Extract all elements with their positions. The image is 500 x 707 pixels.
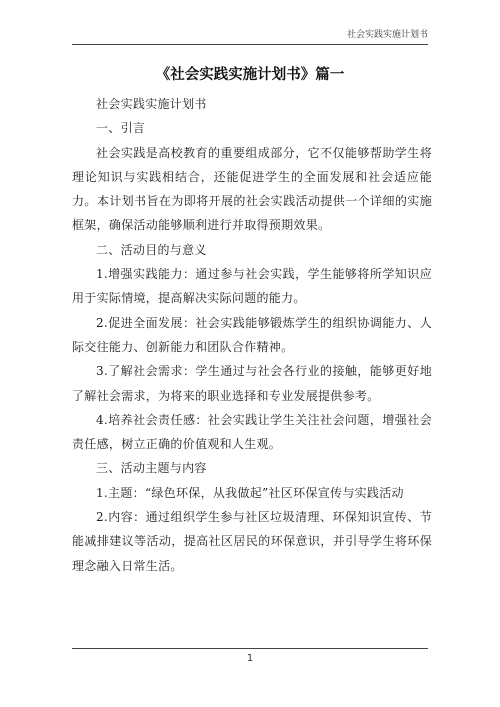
list-item-purpose-2: 2.促进全面发展：社会实践能够锻炼学生的组织协调能力、人际交往能力、创新能力和团队合作精神。 — [72, 315, 432, 354]
paragraph-introduction: 社会实践是高校教育的重要组成部分，它不仅能够帮助学生将理论知识与实践相结合，还能促进学生的全面发展和社会适应能力。本计划书旨在为即将开展的社会实践活动提供一个详细的实施框架，确保活动能够顺利进行并取得预期效果。 — [72, 145, 432, 233]
section-heading-theme: 三、活动主题与内容 — [96, 461, 207, 476]
subtitle: 社会实践实施计划书 — [96, 97, 207, 111]
document-body — [72, 92, 432, 578]
page-footer — [72, 648, 428, 664]
list-item-theme-2: 2.内容：通过组织学生参与社区垃圾清理、环保知识宣传、节能减排建议等活动，提高社区居民的环保意识，并引导学生将环保理念融入日常生活。 — [72, 510, 432, 573]
section-heading-introduction: 一、引言 — [96, 121, 146, 136]
list-item-purpose-3: 3.了解社会需求：学生通过与社会各行业的接触，能够更好地了解社会需求，为将来的职业选择和专业发展提供参考。 — [72, 364, 432, 403]
list-item-theme-1: 1.主题：“绿色环保，从我做起”社区环保宣传与实践活动 — [96, 485, 404, 500]
page-header — [72, 28, 428, 45]
running-title: 社会实践实施计划书 — [346, 30, 428, 40]
page-number: 1 — [246, 653, 254, 664]
document-title: 《社会实践实施计划书》篇一 — [155, 67, 345, 83]
list-item-purpose-1: 1.增强实践能力：通过参与社会实践，学生能够将所学知识应用于实际情境，提高解决实际问题的能力。 — [72, 267, 432, 306]
section-heading-purpose: 二、活动目的与意义 — [96, 242, 207, 257]
list-item-purpose-4: 4.培养社会责任感：社会实践让学生关注社会问题，增强社会责任感，树立正确的价值观和人生观。 — [72, 412, 432, 452]
